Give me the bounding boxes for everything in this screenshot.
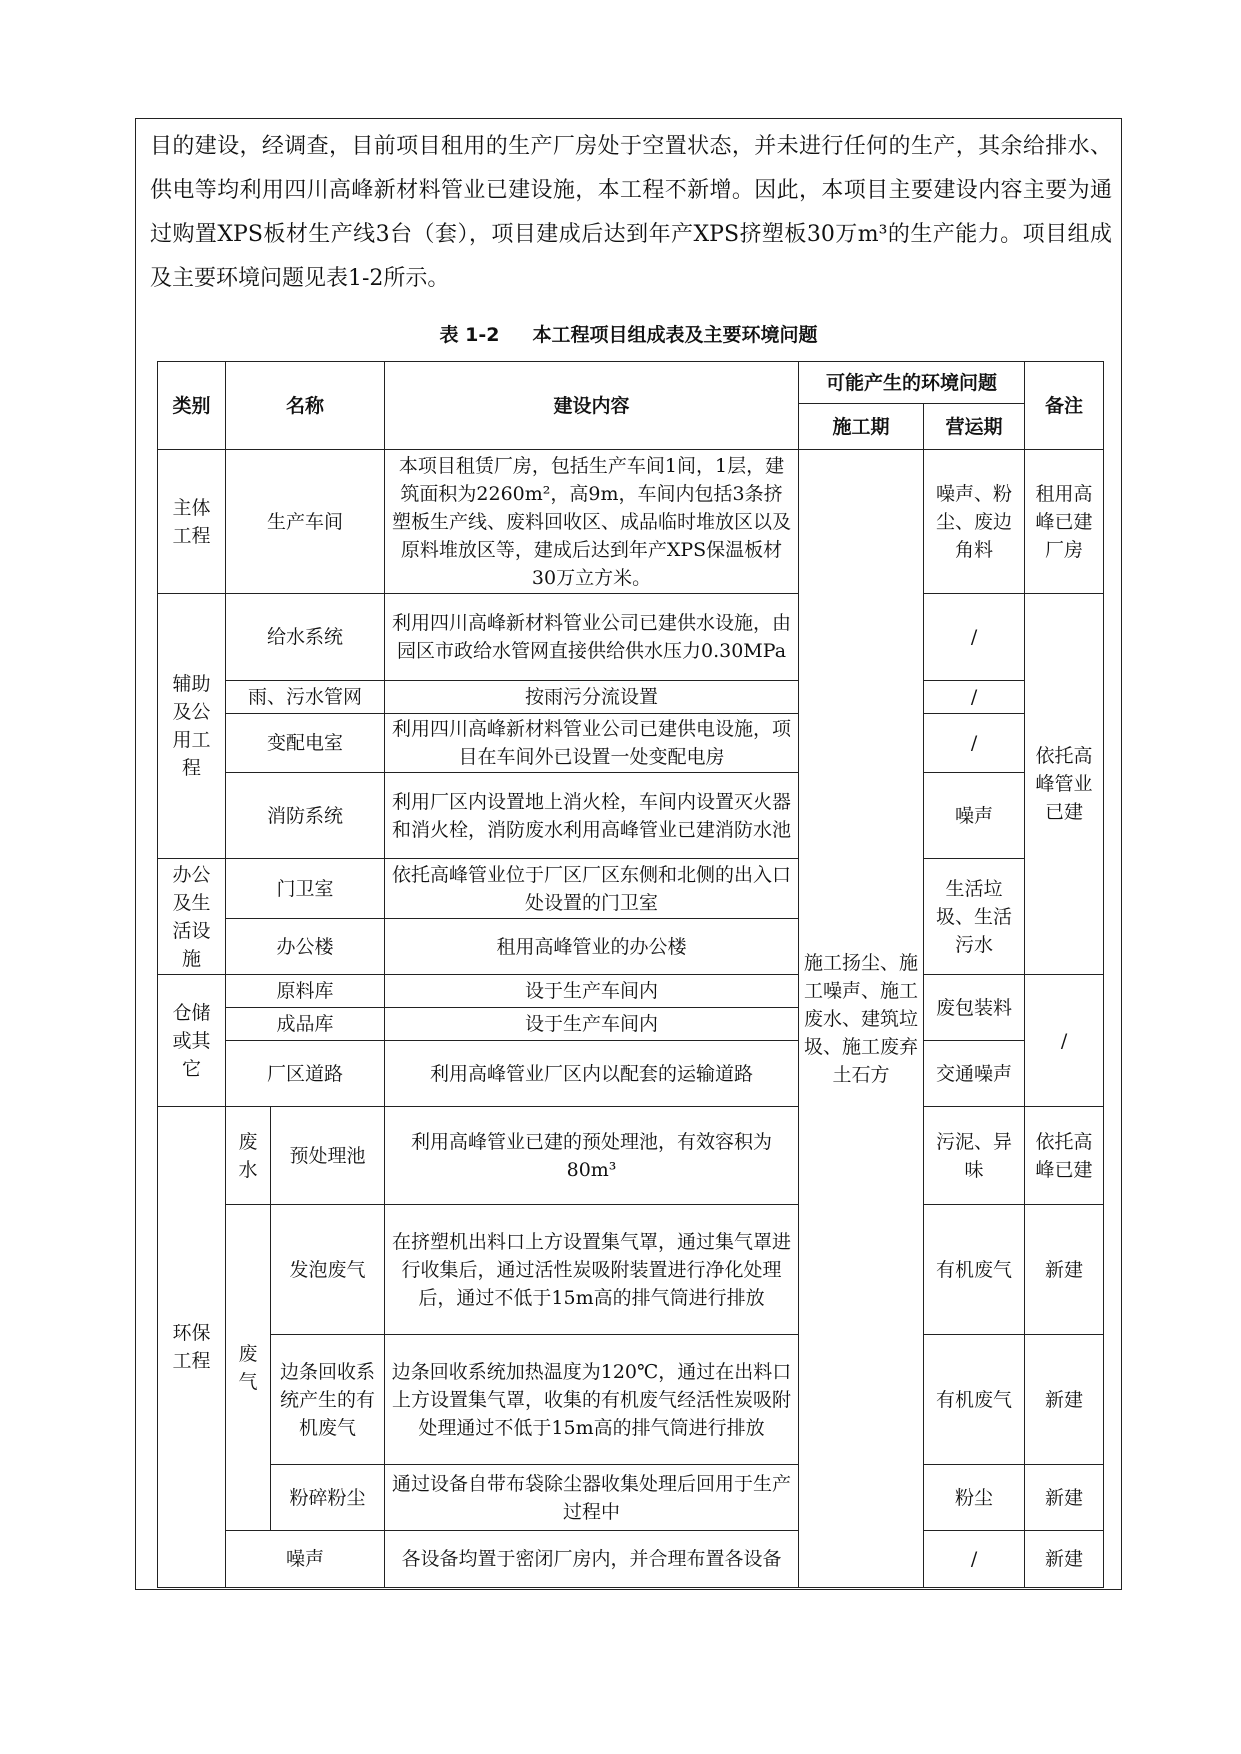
label-wastegas: 废气 — [226, 1205, 271, 1531]
name-office-building: 办公楼 — [226, 919, 385, 975]
op-noise: / — [924, 1531, 1025, 1588]
project-composition-table — [157, 361, 1104, 1588]
remark-crush: 新建 — [1025, 1465, 1104, 1531]
remark-storage: / — [1025, 975, 1104, 1107]
header-content: 建设内容 — [385, 362, 799, 450]
name-fire: 消防系统 — [226, 773, 385, 859]
remark-workshop: 租用高峰已建厂房 — [1025, 450, 1104, 594]
op-workshop: 噪声、粉尘、废边角料 — [924, 450, 1025, 594]
remark-pretreat: 依托高峰已建 — [1025, 1107, 1104, 1205]
content-drain: 按雨污分流设置 — [385, 681, 799, 714]
content-gate: 依托高峰管业位于厂区厂区东侧和北侧的出入口处设置的门卫室 — [385, 859, 799, 919]
name-raw: 原料库 — [226, 975, 385, 1008]
name-road: 厂区道路 — [226, 1041, 385, 1107]
remark-edge: 新建 — [1025, 1335, 1104, 1465]
table-caption: 表 1-2 本工程项目组成表及主要环境问题 — [439, 324, 818, 346]
op-storage: 废包装料 — [924, 975, 1025, 1041]
header-env-issues: 可能产生的环境问题 — [799, 362, 1025, 404]
content-crush: 通过设备自带布袋除尘器收集处理后回用于生产过程中 — [385, 1465, 799, 1531]
construction-period-issues: 施工扬尘、施工噪声、施工废水、建筑垃圾、施工废弃土石方 — [799, 450, 924, 1588]
header-category: 类别 — [158, 362, 226, 450]
remark-noise: 新建 — [1025, 1531, 1104, 1588]
name-water: 给水系统 — [226, 594, 385, 681]
op-pretreat: 污泥、异味 — [924, 1107, 1025, 1205]
content-road: 利用高峰管业厂区内以配套的运输道路 — [385, 1041, 799, 1107]
category-aux: 辅助及公用工程 — [158, 594, 226, 859]
content-foam: 在挤塑机出料口上方设置集气罩，通过集气罩进行收集后，通过活性炭吸附装置进行净化处理后，通过不低于15m高的排气筒进行排放 — [385, 1205, 799, 1335]
label-wastewater: 废水 — [226, 1107, 271, 1205]
content-product: 设于生产车间内 — [385, 1008, 799, 1041]
content-noise: 各设备均置于密闭厂房内，并合理布置各设备 — [385, 1531, 799, 1588]
name-drain: 雨、污水管网 — [226, 681, 385, 714]
header-remarks: 备注 — [1025, 362, 1104, 450]
op-fire: 噪声 — [924, 773, 1025, 859]
content-power: 利用四川高峰新材料管业公司已建供电设施，项目在车间外已设置一处变配电房 — [385, 714, 799, 773]
name-gate: 门卫室 — [226, 859, 385, 919]
remark-aux: 依托高峰管业已建 — [1025, 594, 1104, 975]
op-crush: 粉尘 — [924, 1465, 1025, 1531]
name-noise: 噪声 — [226, 1531, 385, 1588]
category-env: 环保工程 — [158, 1107, 226, 1588]
name-product: 成品库 — [226, 1008, 385, 1041]
op-water: / — [924, 594, 1025, 681]
remark-foam: 新建 — [1025, 1205, 1104, 1335]
header-name: 名称 — [226, 362, 385, 450]
op-edge: 有机废气 — [924, 1335, 1025, 1465]
name-power: 变配电室 — [226, 714, 385, 773]
op-power: / — [924, 714, 1025, 773]
intro-paragraph: 目的建设，经调查，目前项目租用的生产厂房处于空置状态，并未进行任何的生产，其余给排水、供电等均利用四川高峰新材料管业已建设施，本工程不新增。因此，本项目主要建设内容主要为通过购置XPS板材生产线3台（套），项目建成后达到年产XPS挤塑板30万m³的生产能力。项目组成及主要环境问题见表1-2所示。 — [150, 134, 1112, 291]
name-edge: 边条回收系统产生的有机废气 — [271, 1335, 385, 1465]
category-main: 主体工程 — [158, 450, 226, 594]
content-workshop: 本项目租赁厂房，包括生产车间1间，1层，建筑面积为2260m²，高9m，车间内包括3条挤塑板生产线、废料回收区、成品临时堆放区以及原料堆放区等，建成后达到年产XPS保温板材30万立方米。 — [385, 450, 799, 594]
category-office: 办公及生活设施 — [158, 859, 226, 975]
header-operation-period: 营运期 — [924, 404, 1025, 450]
name-foam: 发泡废气 — [271, 1205, 385, 1335]
content-fire: 利用厂区内设置地上消火栓，车间内设置灭火器和消火栓，消防废水利用高峰管业已建消防水池 — [385, 773, 799, 859]
op-drain: / — [924, 681, 1025, 714]
content-raw: 设于生产车间内 — [385, 975, 799, 1008]
op-office: 生活垃圾、生活污水 — [924, 859, 1025, 975]
category-storage: 仓储或其它 — [158, 975, 226, 1107]
content-office-building: 租用高峰管业的办公楼 — [385, 919, 799, 975]
name-pretreat: 预处理池 — [271, 1107, 385, 1205]
header-construction-period: 施工期 — [799, 404, 924, 450]
op-road: 交通噪声 — [924, 1041, 1025, 1107]
name-workshop: 生产车间 — [226, 450, 385, 594]
content-pretreat: 利用高峰管业已建的预处理池，有效容积为80m³ — [385, 1107, 799, 1205]
op-foam: 有机废气 — [924, 1205, 1025, 1335]
content-water: 利用四川高峰新材料管业公司已建供水设施，由园区市政给水管网直接供给供水压力0.30MPa — [385, 594, 799, 681]
content-edge: 边条回收系统加热温度为120℃，通过在出料口上方设置集气罩，收集的有机废气经活性炭吸附处理通过不低于15m高的排气筒进行排放 — [385, 1335, 799, 1465]
name-crush: 粉碎粉尘 — [271, 1465, 385, 1531]
